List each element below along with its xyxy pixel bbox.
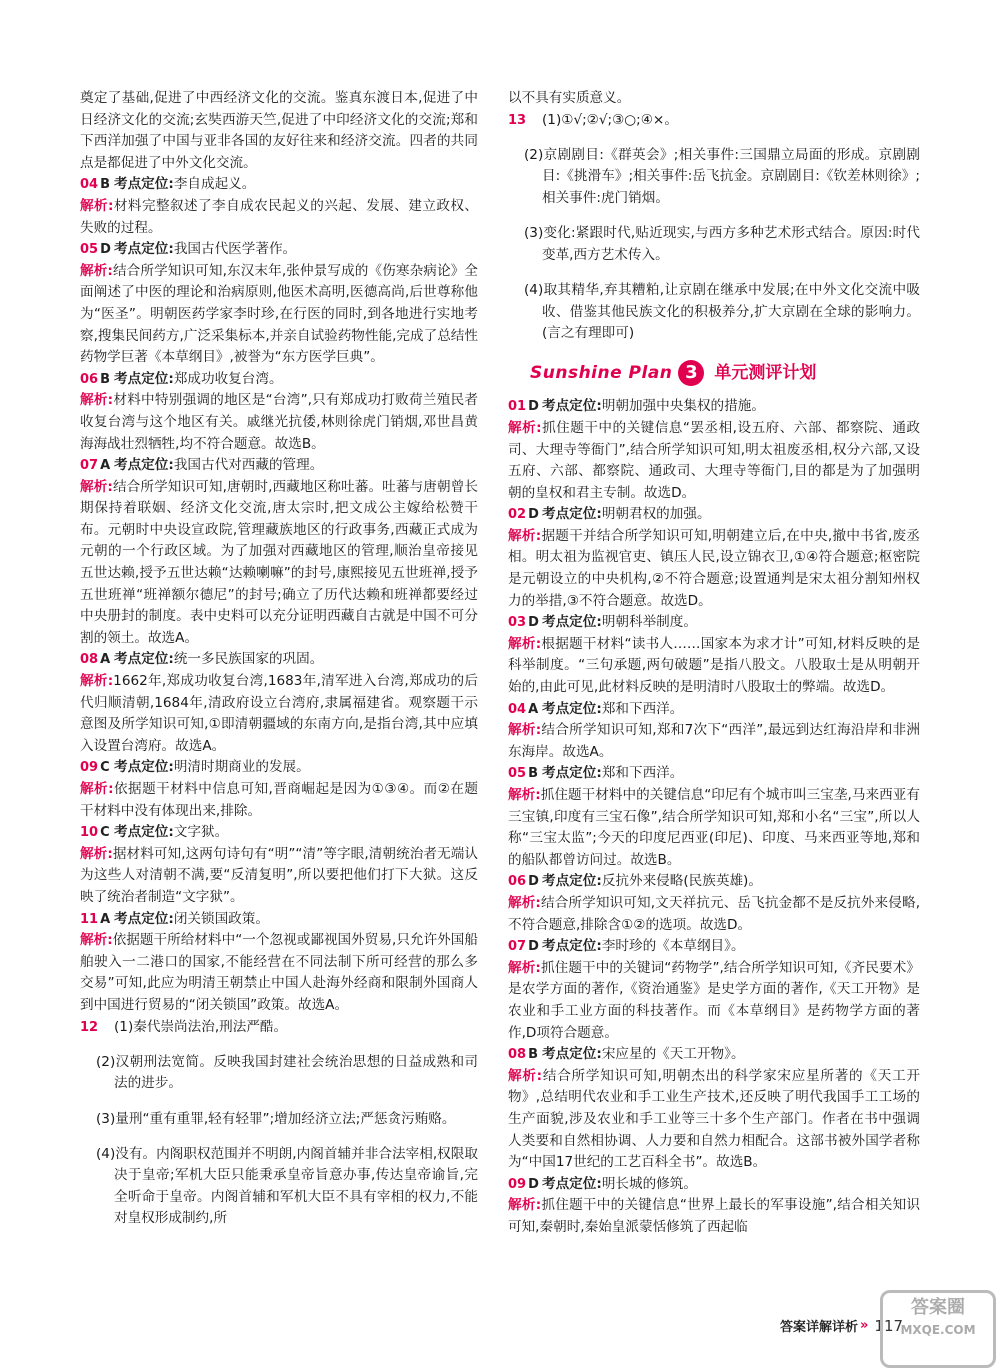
answer-entry [508, 612, 920, 698]
answer-letter: B [100, 177, 111, 193]
knowledge-label: 考点定位: [114, 370, 174, 387]
analysis [508, 893, 920, 936]
analysis [80, 477, 478, 650]
entry-header [80, 369, 478, 391]
knowledge-label: 考点定位: [114, 176, 174, 193]
question-number: 04 B [80, 177, 111, 193]
entry-header [508, 871, 920, 893]
knowledge-text: 统一多民族国家的巩固。 [173, 651, 324, 668]
knowledge-label: 考点定位: [542, 765, 602, 782]
answer-entry [508, 936, 920, 1044]
entry-header [508, 1044, 920, 1066]
question-number: 09 C [80, 760, 110, 776]
entry-header [508, 936, 920, 958]
analysis-text: 结合所学知识可知,明朝杰出的科学家宋应星所著的《天工开物》,总结明代农业和手工业生产技术,还反映了明代我国手工工场的生产面貌,涉及农业和手工业等三十多个生产部门。作者在书中强调人类要和自然相协调、人力要和自然力相配合。这部书被外国学者称为“中国17世纪的工艺百科全书”。故选B。 [508, 1067, 921, 1171]
knowledge-text: 郑成功收复台湾。 [173, 370, 283, 387]
analysis [508, 1195, 920, 1238]
analysis-text: 抓住题干中的关键词“药物学”,结合所学知识可知,《齐民要术》是农学方面的著作,《资治通鉴》是史学方面的著作,《天工开物》是农业和手工业方面的科技著作。而《本草纲目》是药物学方面的著作,D项符合题意。 [508, 959, 921, 1041]
analysis [508, 720, 920, 763]
entry-header [80, 1017, 478, 1039]
knowledge-text: 我国古代医学著作。 [173, 241, 297, 258]
knowledge-point [114, 239, 296, 261]
answer-entry [508, 1044, 920, 1174]
analysis-label: 解析: [508, 419, 542, 436]
answer-entry [80, 174, 478, 239]
analysis-label: 解析: [80, 478, 113, 495]
knowledge-label: 考点定位: [114, 241, 174, 258]
answer-letter: A [100, 911, 111, 927]
analysis-text: 依据题干材料中信息可知,晋商崛起是因为①③④。而②在题干材料中没有体现出来,排除。 [80, 781, 478, 819]
answer-entry [80, 455, 478, 649]
entry-header [80, 649, 478, 671]
analysis-label: 解析: [508, 894, 541, 911]
analysis [508, 526, 920, 612]
analysis [508, 958, 920, 1044]
analysis-text: 据题干并结合所学知识可知,明朝建立后,在中央,撤中书省,废丞相。明太祖为监视官吏、镇压人民,设立锦衣卫,①④符合题意;枢密院是元朝设立的中央机构,②不符合题意;设置通判是宋太祖分割知州权力的举措,③不符合题意。故选D。 [508, 527, 920, 609]
unit-banner [530, 358, 920, 388]
question-number: 04 A [508, 701, 539, 717]
answer-letter: B [100, 371, 111, 387]
analysis [508, 1066, 920, 1174]
analysis [508, 785, 920, 871]
answer-entry [508, 396, 920, 504]
question-number: 03 D [508, 615, 539, 631]
knowledge-text: 郑和下西洋。 [601, 765, 684, 782]
knowledge-label: 考点定位: [114, 651, 174, 668]
question-number: 12 [80, 1019, 99, 1035]
knowledge-label: 考点定位: [114, 910, 174, 927]
analysis [508, 634, 920, 699]
entry-header [80, 174, 478, 196]
analysis-text: 1662年,郑成功收复台湾,1683年,清军进入台湾,郑成功的后代归顺清朝,1684年,清政府设立台湾府,隶属福建省。观察题干示意图及所学知识可知,①即清朝疆域的东南方向,是指台湾,其中应填入设置台湾府。故选A。 [80, 673, 478, 754]
knowledge-point [542, 699, 683, 721]
knowledge-label: 考点定位: [542, 1175, 602, 1192]
question-number: 06 D [508, 874, 539, 890]
entry-header [508, 699, 920, 721]
analysis-text: 结合所学知识可知,东汉末年,张仲景写成的《伤寒杂病论》全面阐述了中医的理论和治病原则,他医术高明,医德高尚,后世尊称他为“医圣”。明朝医药学家李时珍,在行医的同时,到各地进行实地考察,搜集民间药方,广泛采集标本,并亲自试验药物性能,完成了总结性药物学巨著《本草纲目》,被誉为“东方医学巨典”。 [80, 262, 478, 366]
knowledge-point [542, 936, 745, 958]
question-number: 08 A [80, 652, 111, 668]
analysis [80, 930, 478, 1016]
answer-entry [508, 1174, 920, 1239]
watermark-text: 答案圈 [911, 1297, 965, 1318]
right-column [508, 88, 920, 1238]
banner-unit-label: 单元测评计划 [714, 362, 817, 383]
question-number: 01 D [508, 399, 539, 415]
knowledge-label: 考点定位: [542, 700, 602, 717]
entry-header [508, 110, 920, 132]
page-number: 117 [874, 1316, 904, 1335]
knowledge-text: 闭关锁国政策。 [173, 910, 269, 927]
double-arrow-icon: » [860, 1318, 869, 1333]
answer-letter: B [528, 1047, 539, 1063]
answer-entry [508, 763, 920, 871]
knowledge-text: 文字狱。 [173, 824, 229, 841]
answer-entry [508, 110, 920, 345]
analysis [80, 196, 478, 239]
answer-entry [508, 699, 920, 764]
entry-header [80, 455, 478, 477]
analysis-text: 结合所学知识可知,唐朝时,西藏地区称吐蕃。吐蕃与唐朝曾长期保持着联姻、经济文化交流,唐太宗时,把文成公主嫁给松赞干布。元朝时中央设宣政院,管理藏族地区的行政事务,西藏正式成为元朝的一个行政区域。为了加强对西藏地区的管理,顺治皇帝接见五世达赖,授予五世达赖“达赖喇嘛”的封号,康熙接见五世班禅,授予五世班禅“班禅额尔德尼”的封号;确立了历代达赖和班禅都要经过中央册封的制度。表中史料可以充分证明西藏自古就是中国不可分割的领土。故选A。 [80, 478, 478, 646]
right-entries [508, 396, 920, 1238]
analysis-label: 解析: [508, 787, 541, 803]
analysis-label: 解析: [508, 635, 542, 652]
knowledge-label: 考点定位: [542, 938, 602, 955]
analysis [80, 671, 478, 757]
knowledge-label: 考点定位: [542, 1046, 602, 1063]
sub-answer: (1)①√;②√;③○;④×。 [542, 111, 678, 128]
sub-answer: (1)秦代崇尚法治,刑法严酷。 [114, 1018, 288, 1035]
answer-entry [80, 1017, 478, 1231]
analysis-label: 解析: [508, 722, 542, 739]
knowledge-label: 考点定位: [114, 759, 174, 776]
knowledge-text: 明清时期商业的发展。 [173, 759, 310, 776]
answer-entry [80, 822, 478, 908]
knowledge-text: 明朝科举制度。 [601, 614, 697, 631]
left-column [80, 88, 478, 1244]
answer-entry [80, 369, 478, 455]
entry-header [80, 239, 478, 261]
answer-entry [80, 239, 478, 369]
banner-title: Sunshine Plan [530, 362, 673, 383]
answer-letter: C [100, 760, 110, 776]
analysis-text: 抓住题干中的关键信息“世界上最长的军事设施”,结合相关知识可知,秦朝时,秦始皇派蒙恬修筑了西起临 [508, 1197, 921, 1235]
knowledge-point [114, 455, 323, 477]
answer-letter: D [528, 939, 539, 955]
analysis [80, 779, 478, 822]
entry-header [508, 612, 920, 634]
analysis-label: 解析: [80, 845, 113, 862]
answer-letter: D [528, 615, 539, 631]
analysis-text: 抓住题干材料中的关键信息“印尼有个城市叫三宝垄,马来西亚有三宝镇,印度有三宝石像”,结合所学知识可知,郑和小名“三宝”,所以人称“三宝太监”;今天的印度尼西亚(印尼)、印度、马来西亚等地,郑和的船队都曾访问过。故选B。 [508, 787, 920, 868]
answer-letter: D [528, 874, 539, 890]
answer-letter: D [100, 242, 111, 258]
continued-text: 以不具有实质意义。 [508, 90, 631, 106]
knowledge-text: 李自成起义。 [173, 176, 256, 193]
answer-entry [80, 649, 478, 757]
entry-header [80, 757, 478, 779]
analysis-text: 材料中特别强调的地区是“台湾”,只有郑成功打败荷兰殖民者收复台湾与这个地区有关。戚继光抗倭,林则徐虎门销烟,邓世昌黄海海战壮烈牺牲,均不符合题意。故选B。 [80, 392, 479, 452]
sub-answer: (3)变化:紧跟时代,贴近现实,与西方多种艺术形式结合。原因:时代变革,西方艺术传入。 [524, 225, 920, 263]
knowledge-text: 李时珍的《本草纲目》。 [601, 938, 745, 955]
knowledge-point [114, 649, 323, 671]
analysis-text: 抓住题干中的关键信息“罢丞相,设五府、六部、都察院、通政司、大理寺等衙门”,结合所学知识可知,明太祖废丞相,权分六部,又设五府、六部、都察院、通政司、大理寺等衙门,目的都是为了加强明朝的皇权和君主专制。故选D。 [508, 419, 921, 501]
analysis-label: 解析: [80, 781, 114, 797]
knowledge-label: 考点定位: [114, 457, 174, 474]
answer-entry [80, 909, 478, 1017]
knowledge-text: 明朝加强中央集权的措施。 [601, 398, 765, 415]
knowledge-text: 反抗外来侵略(民族英雄)。 [601, 873, 762, 890]
question-number: 07 D [508, 939, 539, 955]
answer-letter: A [100, 652, 111, 668]
question-number: 07 A [80, 458, 111, 474]
sub-answer: (4)没有。内阁职权范围并不明朗,内阁首辅并非合法宰相,权限取决于皇帝;军机大臣只能秉承皇帝旨意办事,传达皇帝谕旨,完全听命于皇帝。内阁首辅和军机大臣不具有宰相的权力,不能对皇权形成制约,所 [96, 1145, 478, 1227]
analysis-label: 解析: [80, 932, 113, 949]
analysis [80, 261, 478, 369]
watermark-url: MXQE.COM [900, 1323, 976, 1337]
question-number: 08 B [508, 1047, 539, 1063]
banner-number-badge: 3 [678, 360, 704, 386]
question-number: 05 D [80, 242, 111, 258]
question-number: 06 B [80, 371, 111, 387]
question-number: 05 B [508, 766, 539, 782]
answer-letter: D [528, 399, 539, 415]
analysis-text: 材料完整叙述了李自成农民起义的兴起、发展、建立政权、失败的过程。 [80, 197, 479, 236]
knowledge-point [542, 1174, 697, 1196]
question-number: 02 D [508, 507, 539, 523]
entry-header [508, 504, 920, 526]
knowledge-point [542, 763, 683, 785]
knowledge-point [542, 871, 762, 893]
knowledge-point [114, 822, 228, 844]
analysis-label: 解析: [508, 1067, 543, 1084]
continued-text: 奠定了基础,促进了中西经济文化的交流。鉴真东渡日本,促进了中日经济文化的交流;玄奘西游天竺,促进了中印经济文化的交流;郑和下西洋加强了中国与亚非各国的友好往来和经济交流。四者的共同点是都促进了中外文化交流。 [80, 90, 478, 171]
knowledge-point [114, 909, 269, 931]
knowledge-text: 明长城的修筑。 [601, 1175, 697, 1192]
answer-entry [508, 871, 920, 936]
sub-answer: (2)京剧剧目:《群英会》;相关事件:三国鼎立局面的形成。京剧剧目:《挑滑车》;相关事件:岳飞抗金。京剧剧目:《钦差林则徐》;相关事件:虎门销烟。 [524, 146, 920, 206]
analysis [508, 418, 920, 504]
entry-header [508, 763, 920, 785]
knowledge-point [114, 757, 310, 779]
sub-answer: (2)汉朝刑法宽简。反映我国封建社会统治思想的日益成熟和司法的进步。 [96, 1053, 478, 1092]
entry-header [80, 909, 478, 931]
answer-letter: C [100, 825, 110, 841]
analysis-label: 解析: [80, 673, 114, 690]
answer-letter: A [100, 458, 111, 474]
analysis-label: 解析: [80, 197, 114, 214]
question-number: 13 [508, 112, 527, 128]
question-number: 11 A [80, 911, 111, 927]
knowledge-label: 考点定位: [542, 873, 602, 890]
answer-entry [508, 504, 920, 612]
analysis [80, 844, 478, 909]
footer-label: 答案详解详析 [780, 1320, 859, 1335]
knowledge-label: 考点定位: [542, 398, 602, 415]
analysis-text: 结合所学知识可知,郑和7次下“西洋”,最远到达红海沿岸和非洲东海岸。故选A。 [508, 722, 921, 760]
knowledge-text: 我国古代对西藏的管理。 [173, 457, 324, 474]
analysis-label: 解析: [508, 527, 542, 544]
analysis-text: 根据题干材料“读书人……国家本为求才计”可知,材料反映的是科举制度。“三句承题,两句破题”是指八股文。八股取士是从明朝开始的,由此可见,此材料反映的是明清时八股取士的弊端。故选D。 [508, 635, 921, 696]
question-number: 09 D [508, 1176, 539, 1192]
right-top-entries [508, 88, 920, 345]
knowledge-label: 考点定位: [542, 506, 602, 523]
analysis-label: 解析: [508, 1197, 542, 1214]
answer-letter: D [528, 1176, 539, 1192]
answer-letter: A [528, 701, 539, 717]
knowledge-text: 宋应星的《天工开物》。 [601, 1046, 745, 1063]
knowledge-point [542, 612, 697, 634]
knowledge-point [542, 504, 711, 526]
knowledge-point [542, 396, 765, 418]
knowledge-text: 郑和下西洋。 [601, 700, 684, 717]
knowledge-point [114, 174, 255, 196]
knowledge-text: 明朝君权的加强。 [601, 506, 711, 523]
analysis-label: 解析: [508, 959, 541, 976]
analysis-label: 解析: [80, 392, 114, 409]
analysis-text: 据材料可知,这两句诗句有“明”“清”等字眼,清朝统治者无端认为这些人对清朝不满,要“反清复明”,所以要把他们打下大狱。这反映了统治者制造“文字狱”。 [80, 845, 479, 905]
answer-letter: B [528, 766, 539, 782]
sub-answer: (4)取其精华,弃其糟粕,让京剧在继承中发展;在中外文化交流中吸收、借鉴其他民族文化的积极养分,扩大京剧在全球的影响力。(言之有理即可) [524, 281, 920, 342]
knowledge-point [542, 1044, 745, 1066]
knowledge-label: 考点定位: [114, 824, 174, 841]
entry-header [508, 396, 920, 418]
analysis [80, 390, 478, 455]
entry-header [80, 822, 478, 844]
analysis-label: 解析: [80, 262, 113, 279]
knowledge-point [114, 369, 283, 391]
knowledge-label: 考点定位: [542, 614, 602, 631]
analysis-text: 结合所学知识可知,文天祥抗元、岳飞抗金都不是反抗外来侵略,不符合题意,排除含①②的选项。故选D。 [508, 894, 921, 933]
answer-entry [80, 757, 478, 822]
analysis-text: 依据题干所给材料中“一个忽视或鄙视国外贸易,只允许外国船舶驶入一二港口的国家,不能经营在不同法制下所可经营的那么多交易”可知,此应为明清王朝禁止中国人赴海外经商和限制外国商人到中国进行贸易的“闭关锁国”政策。故选A。 [80, 932, 478, 1013]
sub-answer: (3)量刑“重有重罪,轻有轻罪”;增加经济立法;严惩贪污贿赂。 [96, 1110, 456, 1127]
question-number: 10 C [80, 825, 110, 841]
watermark-logo [880, 1290, 996, 1368]
entry-header [508, 1174, 920, 1196]
answer-letter: D [528, 507, 539, 523]
